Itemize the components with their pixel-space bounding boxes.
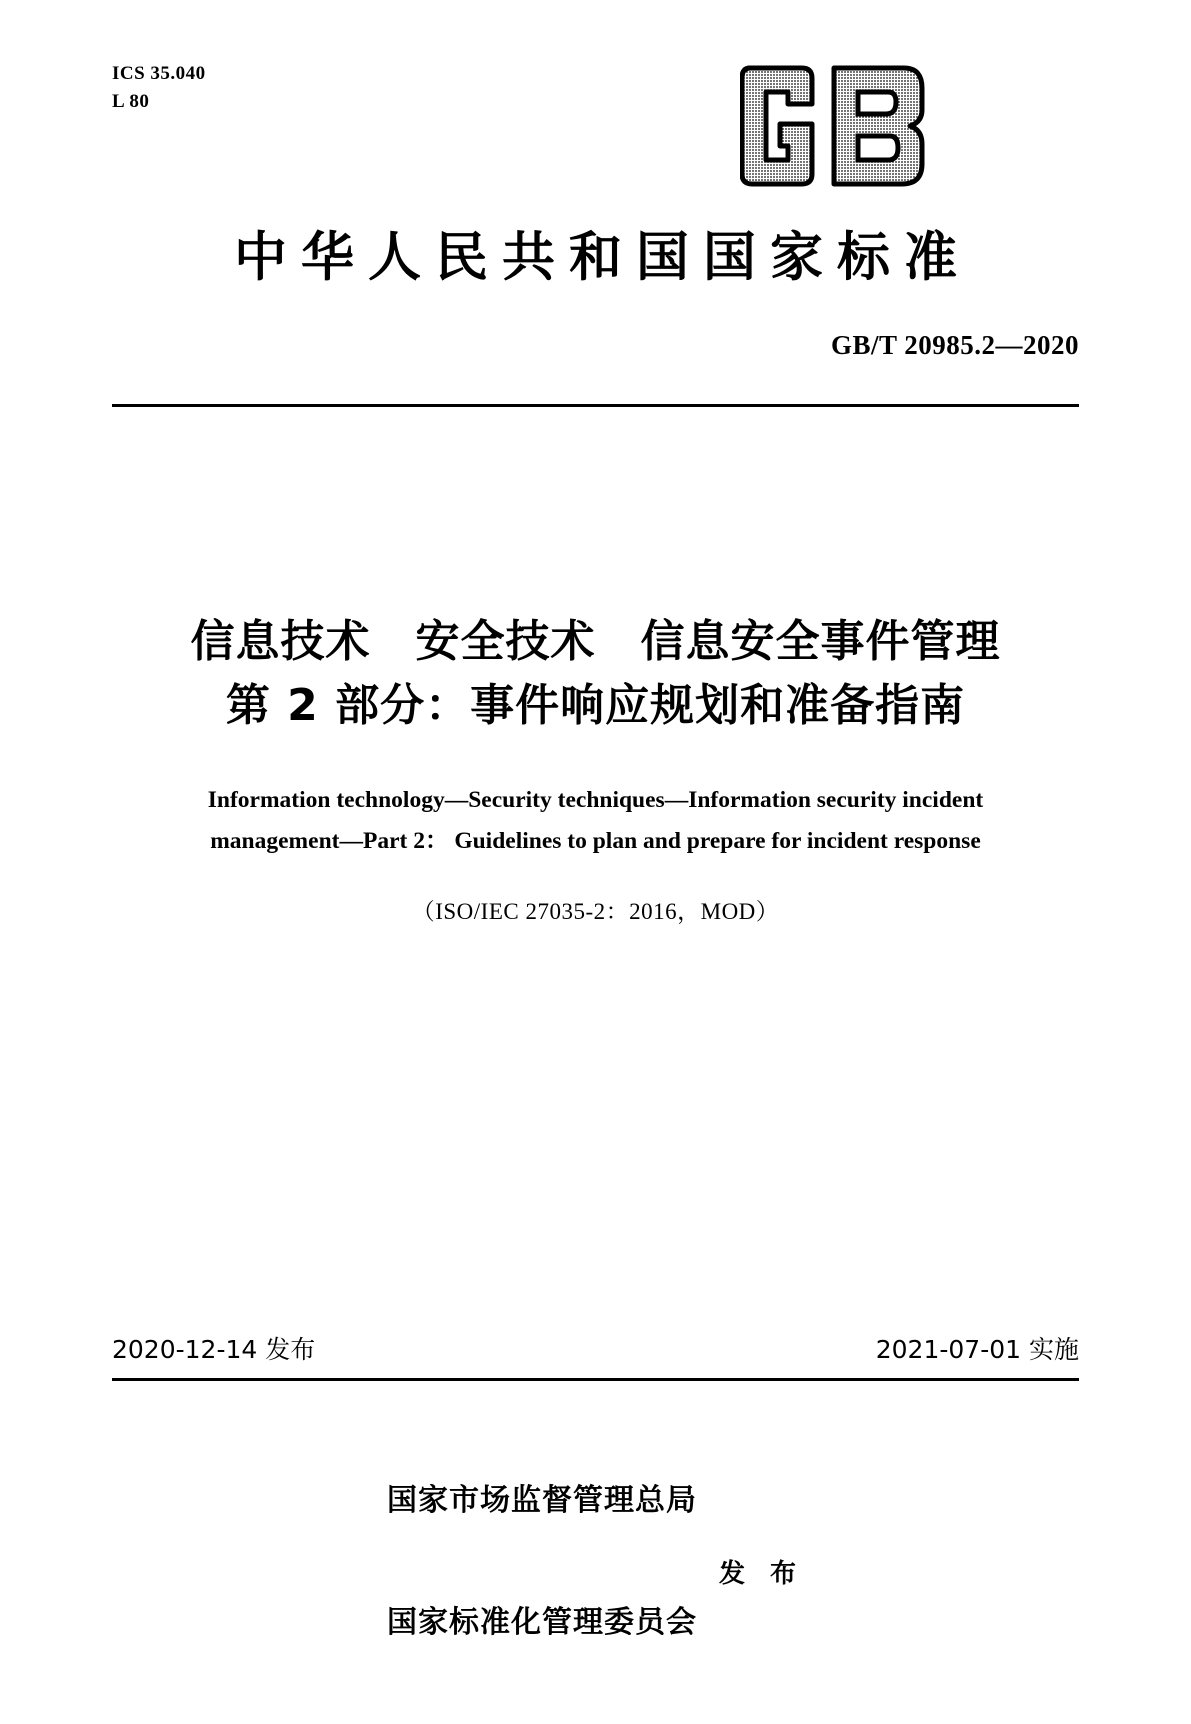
english-title-line-1: Information technology—Security techniques—Information security incident (207, 787, 984, 813)
publication-dates (112, 1330, 1079, 1366)
iso-reference: （ISO/IEC 27035-2：2016，MOD） (411, 899, 780, 924)
issuer-names (387, 1400, 697, 1724)
standard-number: GB/T 20985.2—2020 (830, 330, 1079, 360)
gb-logo-icon (740, 62, 970, 190)
header-divider (112, 404, 1079, 407)
release-date: 2020-12-14 发布 (112, 1335, 316, 1364)
document-title-line-2: 第 2 部分：事件响应规划和准备指南 (225, 679, 966, 731)
ics-number: ICS 35.040 (112, 63, 206, 84)
issuer-line-1: 国家市场监督管理总局 (386, 1483, 697, 1518)
ics-classification-block (112, 60, 206, 115)
national-standard-heading: 中华人民共和国国家标准 (234, 226, 971, 288)
english-title-line-2: management—Part 2： Guidelines to plan and prepare for incident response (210, 828, 981, 855)
issuing-authority (0, 1400, 1191, 1724)
classification-code: L 80 (112, 90, 150, 112)
footer-divider (112, 1378, 1079, 1381)
effective-date: 2021-07-01 实施 (875, 1335, 1079, 1364)
document-title (90, 610, 1101, 738)
document-title-line-1: 信息技术 安全技术 信息安全事件管理 (190, 616, 1001, 667)
issue-verb: 发 布 (718, 1558, 805, 1589)
issuer-line-2: 国家标准化管理委员会 (386, 1604, 697, 1640)
english-title (120, 780, 1071, 862)
